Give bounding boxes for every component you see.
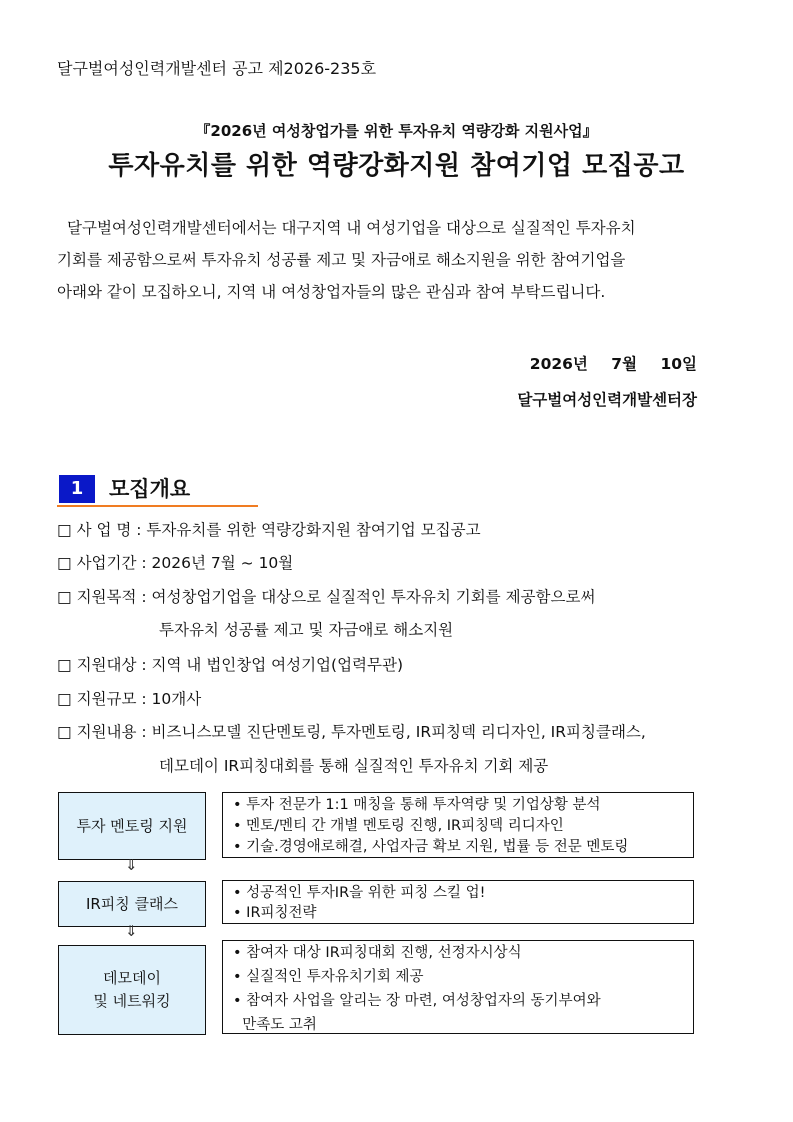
intro-line: 달구벌여성인력개발센터에서는 대구지역 내 여성기업을 대상으로 실질적인 투자유치 [67, 219, 636, 237]
program-bullet: • 실질적인 투자유치기회 제공 [233, 969, 424, 985]
info-business-name: □ 사 업 명 : 투자유치를 위한 역량강화지원 참여기업 모집공고 [57, 521, 481, 539]
notice-number: 달구벌여성인력개발센터 공고 제2026-235호 [57, 59, 377, 78]
section-title: 모집개요 [109, 477, 191, 501]
section-header [57, 473, 258, 507]
info-target: □ 지원대상 : 지역 내 법인창업 여성기업(업력무관) [57, 656, 404, 674]
section-number-badge: 1 [59, 475, 95, 503]
program-bullet: • 참여자 사업을 알리는 장 마련, 여성창업자의 동기부여와 [233, 993, 601, 1009]
info-scale: □ 지원규모 : 10개사 [57, 690, 202, 708]
program-details-demoday [222, 940, 694, 1034]
intro-line: 기회를 제공함으로써 투자유치 성공률 제고 및 자금애로 해소지원을 위한 참여기업을 [57, 251, 626, 269]
intro-paragraph [57, 212, 697, 308]
program-bullet: • 성공적인 투자IR을 위한 피칭 스킬 업! [233, 885, 486, 901]
info-content-continued: 데모데이 IR피칭대회를 통해 실질적인 투자유치 기회 제공 [159, 757, 549, 775]
down-arrow-icon: ⇓ [125, 856, 138, 874]
program-bullet: • 멘토/멘티 간 개별 멘토링 진행, IR피칭덱 리디자인 [233, 818, 564, 834]
info-business-period: □ 사업기간 : 2026년 7월 ~ 10월 [57, 554, 294, 572]
program-label-line: 및 네트워킹 [93, 992, 171, 1010]
program-bullet: • IR피칭전략 [233, 905, 317, 921]
info-purpose: □ 지원목적 : 여성창업기업을 대상으로 실질적인 투자유치 기회를 제공함으로써 [57, 588, 596, 606]
program-bullet: • 참여자 대상 IR피칭대회 진행, 선정자시상식 [233, 945, 522, 961]
intro-line: 아래와 같이 모집하오니, 지역 내 여성창업자들의 많은 관심과 참여 부탁드립니다. [57, 283, 606, 301]
program-label-demoday [58, 945, 206, 1035]
program-label-mentoring: 투자 멘토링 지원 [58, 792, 206, 860]
program-bullet: • 투자 전문가 1:1 매칭을 통해 투자역량 및 기업상황 분석 [233, 797, 601, 813]
issue-date: 2026년 7월 10일 [529, 355, 697, 373]
program-details-ir-class [222, 880, 694, 924]
program-bullet: 만족도 고취 [233, 1017, 317, 1033]
document-title: 투자유치를 위한 역량강화지원 참여기업 모집공고 [108, 151, 685, 181]
program-label-ir-class: IR피칭 클래스 [58, 881, 206, 927]
down-arrow-icon: ⇓ [125, 922, 138, 940]
program-bullet: • 기술.경영애로해결, 사업자금 확보 지원, 법률 등 전문 멘토링 [233, 839, 629, 855]
info-purpose-continued: 투자유치 성공률 제고 및 자금애로 해소지원 [159, 621, 454, 639]
issuer-name: 달구벌여성인력개발센터장 [517, 391, 697, 409]
document-subtitle: 『2026년 여성창업가를 위한 투자유치 역량강화 지원사업』 [195, 122, 598, 140]
info-content: □ 지원내용 : 비즈니스모델 진단멘토링, 투자멘토링, IR피칭덱 리디자인, IR피칭클래스, [57, 723, 646, 741]
program-label-line: 데모데이 [103, 969, 161, 987]
program-details-mentoring [222, 792, 694, 858]
